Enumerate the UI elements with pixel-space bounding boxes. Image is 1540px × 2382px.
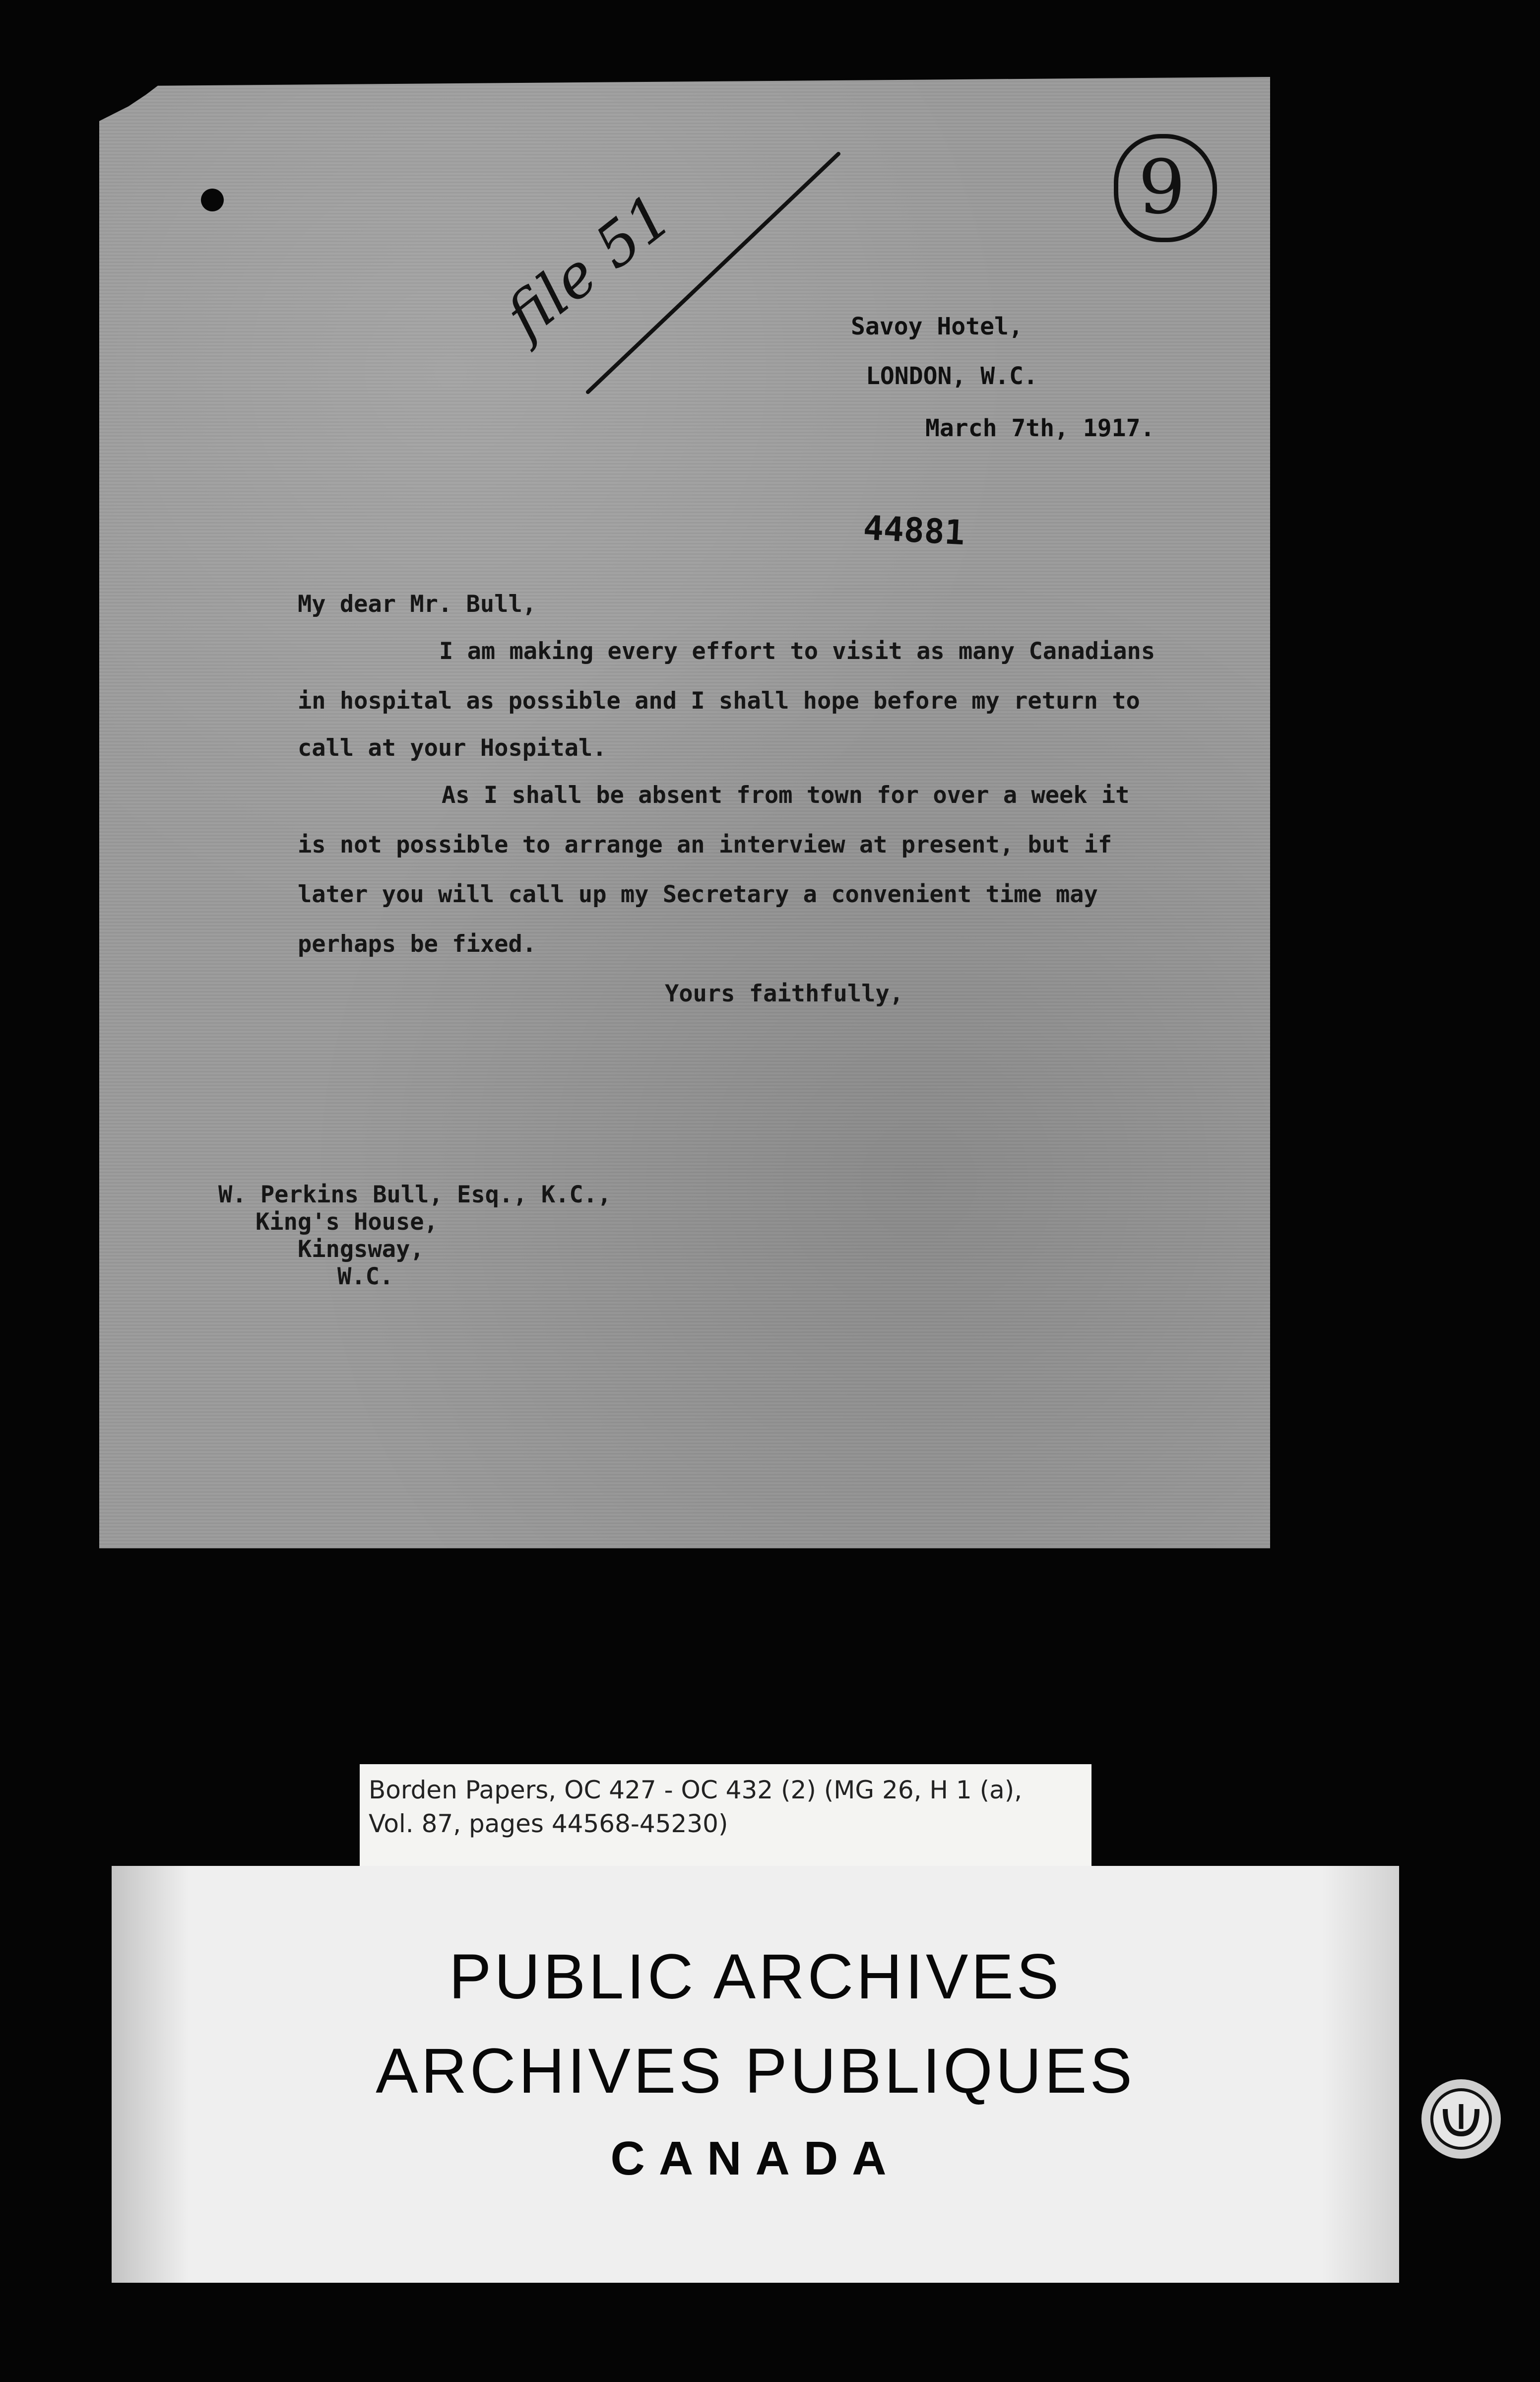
body-line: I am making every effort to visit as many Canadians — [439, 638, 1155, 665]
recipient-line: King's House, — [256, 1208, 438, 1236]
archive-card — [112, 1866, 1399, 2283]
handwritten-slash — [585, 149, 843, 397]
archive-seal-icon — [1421, 2079, 1501, 2159]
letter-date: March 7th, 1917. — [925, 414, 1155, 442]
body-line: perhaps be fixed. — [298, 930, 537, 958]
recipient-line: W.C. — [337, 1263, 394, 1290]
salutation: My dear Mr. Bull, — [298, 591, 537, 618]
body-line: As I shall be absent from town for over a week it — [442, 782, 1130, 809]
body-line: later you will call up my Secretary a convenient time may — [298, 881, 1098, 908]
sender-address-line-1: Savoy Hotel, — [851, 313, 1023, 340]
reference-text — [369, 1773, 1022, 1841]
reference-label — [360, 1764, 1091, 1868]
reference-line-1: Borden Papers, OC 427 - OC 432 (2) (MG 26, H 1 (a), — [369, 1776, 1023, 1804]
archive-country: CANADA — [610, 2132, 900, 2185]
body-line: in hospital as possible and I shall hope before my return to — [298, 687, 1140, 715]
document-number: 44881 — [862, 508, 966, 553]
punch-hole — [201, 189, 224, 211]
handwritten-note: file 51 — [493, 181, 685, 352]
recipient-line: Kingsway, — [298, 1236, 424, 1263]
closing: Yours faithfully, — [665, 980, 904, 1007]
folio-number-badge: 9 — [1114, 134, 1217, 242]
recipient-line: W. Perkins Bull, Esq., K.C., — [218, 1181, 612, 1208]
body-line: is not possible to arrange an interview at present, but if — [298, 831, 1112, 859]
seal-monogram — [1440, 2099, 1482, 2139]
sender-address-line-2: LONDON, W.C. — [866, 362, 1038, 390]
body-line: call at your Hospital. — [298, 734, 607, 762]
archive-title-en: PUBLIC ARCHIVES — [449, 1941, 1062, 2012]
archive-title-fr: ARCHIVES PUBLIQUES — [376, 2036, 1135, 2107]
reference-line-2: Vol. 87, pages 44568-45230) — [369, 1809, 728, 1838]
